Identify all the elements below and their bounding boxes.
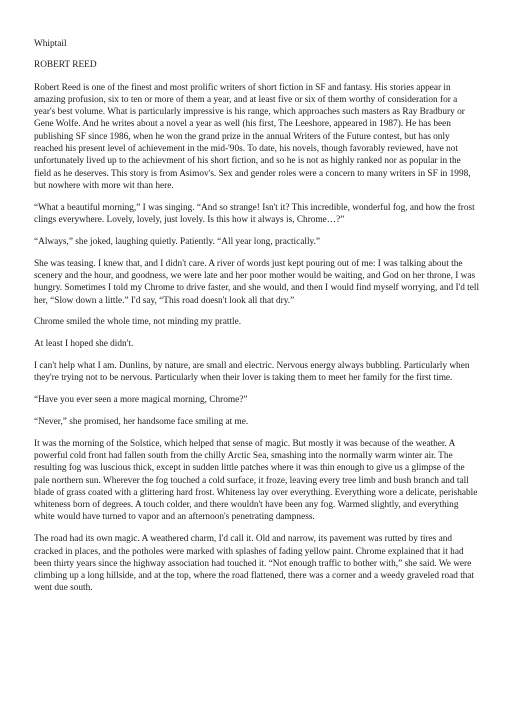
story-paragraph: “Always,” she joked, laughing quietly. Patiently. “All year long, practically.” bbox=[34, 236, 321, 247]
story-paragraph: She was teasing. I knew that, and I didn't care. A river of words just kept pouring out of me: I was talking about the scenery and the hour, and goodness, we were late and her poor mother would be waiting, and God on her throne, I was hungry. Sometimes I told my Chrome to drive faster, and she would, and then I would find myself worrying, and I'd tell her, “Slow down a little.” I'd say, “This road doesn't look all that dry.” bbox=[34, 258, 480, 306]
author-name: ROBERT REED bbox=[34, 60, 97, 71]
story-paragraph: “Have you ever seen a more magical morning, Chrome?” bbox=[34, 395, 248, 406]
story-paragraph: “Never,” she promised, her handsome face smiling at me. bbox=[34, 416, 249, 427]
story-paragraph: “What a beautiful morning,” I was singing. “And so strange! Isn't it? This incredible, wonderful fog, and how the frost clings everywhere. Lovely, lovely, just lovely. Is this how it always is, Chrome…?” bbox=[34, 202, 475, 226]
story-paragraph: The road had its own magic. A weathered charm, I'd call it. Old and narrow, its pavement was rutted by tires and cracked in places, and the potholes were marked with splashes of fading yellow paint. Chrome explained that it had been thirty years since the highway association had touched it. “Not enough traffic to bother with,” she said. We were climbing up a long hillside, and at the top, where the road flattened, there was a corner and a weedy graveled road that went due south. bbox=[34, 534, 475, 594]
introduction-paragraph: Robert Reed is one of the finest and most prolific writers of short fiction in SF and fantasy. His stories appear in amazing profusion, six to ten or more of them a year, and at least five or six of them worthy of consideration for a year's best volume. What is particularly impressive is his range, which approaches such masters as Ray Bradbury or Gene Wolfe. And he writes about a novel a year as well (his first, The Leeshore, appeared in 1987). He has been publishing SF since 1986, when he won the grand prize in the annual Writers of the Future contest, but has only reached his present level of achievement in the mid-'90s. To date, his novels, though favorably reviewed, have not unfortunately lived up to the achievment of his short fiction, and so he is not as highly ranked nor as popular in the field as he deserves. This story is from Asimov's. Sex and gender roles were a concern to many writers in SF in 1998, but nowhere with more wit than here. bbox=[34, 82, 471, 191]
story-paragraph: Chrome smiled the whole time, not minding my prattle. bbox=[34, 317, 242, 328]
story-paragraph: At least I hoped she didn't. bbox=[34, 339, 134, 350]
story-title: Whiptail bbox=[34, 39, 67, 49]
story-paragraph: It was the morning of the Solstice, which helped that sense of magic. But mostly it was because of the weather. A powerful cold front had fallen south from the chilly Arctic Sea, smashing into the normally warm winter air. The resulting fog was luscious thick, except in sudden little patches where it was thin enough to give us a glimpse of the pale northern sun. Wherever the fog touched a cold surface, it froze, leaving every tree limb and bush branch and tall blade of grass coated with a glittering hard frost. Whiteness lay over everything. Everything wore a delicate, perishable whiteness born of degrees. A touch colder, and there wouldn't have been any fog. Warmed slightly, and everything white would have turned to vapor and an afternoon's penetrating dampness. bbox=[34, 438, 478, 523]
story-paragraph: I can't help what I am. Dunlins, by nature, are small and electric. Nervous energy always bubbling. Particularly when they're trying not to be nervous. Particularly when their lover is taking them to meet her family for the first time. bbox=[34, 360, 470, 384]
